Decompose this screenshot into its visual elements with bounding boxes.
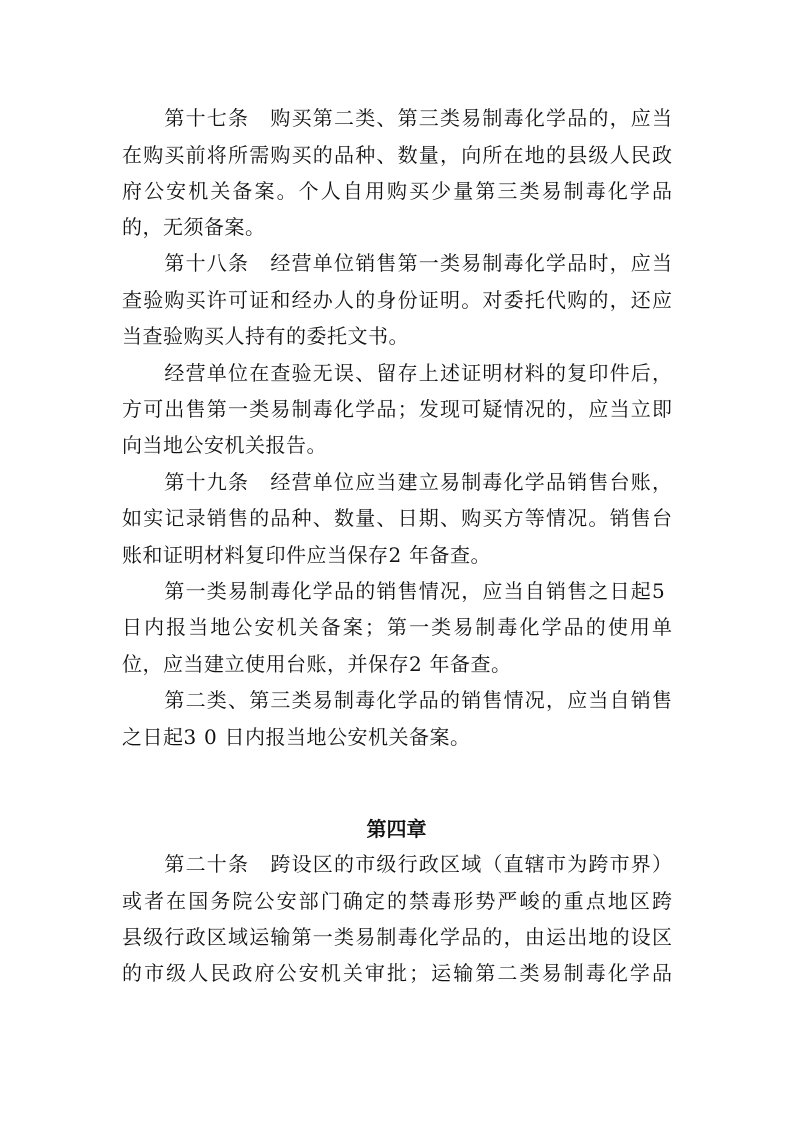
text-line: 当 查 验 购 买 人 持 有 的 委 托 文 书 。 bbox=[122, 324, 409, 348]
chapter-heading: 第四章 bbox=[366, 817, 427, 841]
text-line: 或 者 在 国 务 院 公 安 部 门 确 定 的 禁 毒 形 势 严 峻 的 重 点 地 区 跨 bbox=[122, 889, 672, 913]
text-line: 账 和 证 明 材 料 复 印 件 应 当 保 存 2 年 备 查 。 bbox=[122, 543, 491, 567]
text-line: 经 营 单 位 在 查 验 无 误 、 留 存 上 述 证 明 材 料 的 复 印 件 后 ， bbox=[164, 361, 672, 385]
text-line: 查 验 购 买 许 可 证 和 经 办 人 的 身 份 证 明 。 对 委 托 代 购 的 ， 还 应 bbox=[122, 288, 672, 312]
text-line: 第 十 九 条 经 营 单 位 应 当 建 立 易 制 毒 化 学 品 销 售 台 账 ， bbox=[164, 470, 672, 494]
text-line: 日 内 报 当 地 公 安 机 关 备 案 ； 第 一 类 易 制 毒 化 学 品 的 使 用 单 bbox=[122, 615, 672, 639]
text-line: 在 购 买 前 将 所 需 购 买 的 品 种 、 数 量 ， 向 所 在 地 的 县 级 人 民 政 bbox=[122, 143, 672, 167]
text-line: 第 一 类 易 制 毒 化 学 品 的 销 售 情 况 ， 应 当 自 销 售 之 日 起 5 bbox=[164, 579, 665, 603]
text-line: 第 十 八 条 经 营 单 位 销 售 第 一 类 易 制 毒 化 学 品 时 ， 应 当 bbox=[164, 251, 672, 275]
text-line: 位 ， 应 当 建 立 使 用 台 账 ， 并 保 存 2 年 备 查 。 bbox=[122, 652, 511, 676]
text-line: 第 十 七 条 购 买 第 二 类 、 第 三 类 易 制 毒 化 学 品 的 ， 应 当 bbox=[164, 106, 672, 130]
text-line: 方 可 出 售 第 一 类 易 制 毒 化 学 品 ； 发 现 可 疑 情 况 的 ， 应 当 立 即 bbox=[122, 397, 672, 421]
text-line: 第 二 十 条 跨 设 区 的 市 级 行 政 区 域 （ 直 辖 市 为 跨 市 界 ） bbox=[164, 852, 672, 876]
text-line: 府 公 安 机 关 备 案 。 个 人 自 用 购 买 少 量 第 三 类 易 制 毒 化 学 品 bbox=[122, 179, 672, 203]
text-line: 县 级 行 政 区 域 运 输 第 一 类 易 制 毒 化 学 品 的 ， 由 运 出 地 的 设 区 bbox=[122, 925, 672, 949]
text-line: 的 ， 无 须 备 案 。 bbox=[122, 215, 265, 239]
text-line: 第 二 类 、 第 三 类 易 制 毒 化 学 品 的 销 售 情 况 ， 应 当 自 销 售 bbox=[164, 688, 672, 712]
text-line: 之 日 起 3 0 日 内 报 当 地 公 安 机 关 备 案 。 bbox=[122, 725, 470, 749]
text-line: 向 当 地 公 安 机 关 报 告 。 bbox=[122, 433, 327, 457]
text-line: 如 实 记 录 销 售 的 品 种 、 数 量 、 日 期 、 购 买 方 等 情 况 。 销 售 台 bbox=[122, 506, 672, 530]
text-line: 的 市 级 人 民 政 府 公 安 机 关 审 批 ； 运 输 第 二 类 易 制 毒 化 学 品 bbox=[122, 961, 672, 985]
